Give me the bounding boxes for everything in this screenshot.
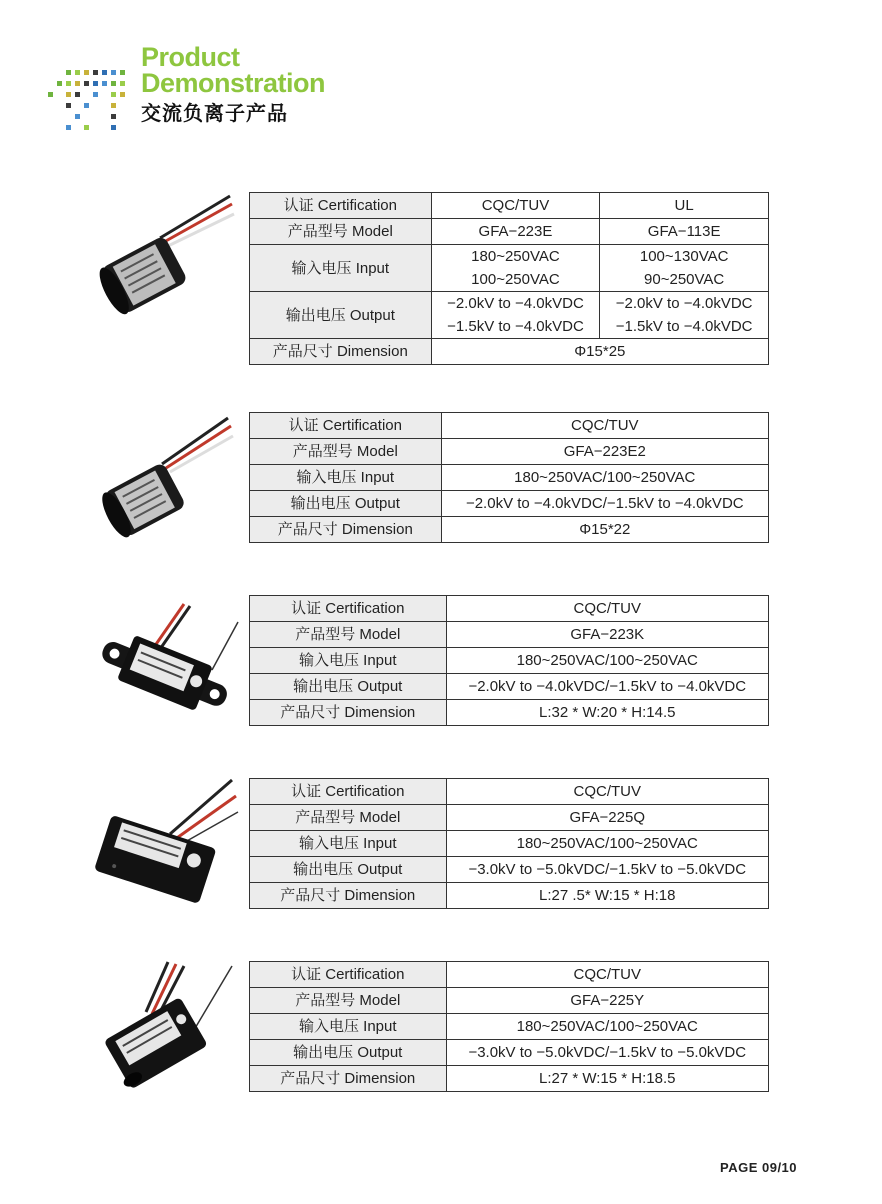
logo-dot xyxy=(111,103,116,108)
label-output: 输出电压 Output xyxy=(250,674,447,700)
logo-dot xyxy=(75,114,80,119)
product-image-gfa-223e2 xyxy=(90,412,240,542)
dimension-value: L:27 .5* W:15 * H:18 xyxy=(446,883,768,909)
product-image-gfa-223e xyxy=(90,188,240,318)
spec-table-4 xyxy=(249,778,769,909)
logo-dot xyxy=(120,92,125,97)
label-certification: 认证 Certification xyxy=(250,596,447,622)
logo-dot xyxy=(93,81,98,86)
dimension-value: Φ15*25 xyxy=(431,339,768,365)
logo-dot xyxy=(120,81,125,86)
logo-dot xyxy=(66,92,71,97)
cert-value: CQC/TUV xyxy=(446,596,768,622)
input-b-line1: 100~130VAC xyxy=(639,248,729,265)
logo-dot xyxy=(75,81,80,86)
output-a-line2: −1.5kV to −4.0kVDC xyxy=(447,318,584,335)
label-dimension: 产品尺寸 Dimension xyxy=(250,1066,447,1092)
product-image-gfa-223k xyxy=(92,600,240,720)
label-certification: 认证 Certification xyxy=(250,779,447,805)
logo-dot xyxy=(66,103,71,108)
logo-dot xyxy=(66,81,71,86)
label-certification: 认证 Certification xyxy=(250,193,432,219)
model-value: GFA−225Q xyxy=(446,805,768,831)
model-value: GFA−225Y xyxy=(446,988,768,1014)
dimension-value: L:27 * W:15 * H:18.5 xyxy=(446,1066,768,1092)
logo-dot xyxy=(84,103,89,108)
logo-dot xyxy=(84,125,89,130)
logo-dot xyxy=(75,92,80,97)
label-certification: 认证 Certification xyxy=(250,413,442,439)
logo-dot xyxy=(93,92,98,97)
logo-dot xyxy=(48,92,53,97)
label-model: 产品型号 Model xyxy=(250,988,447,1014)
logo-dot xyxy=(111,125,116,130)
label-output: 输出电压 Output xyxy=(250,857,447,883)
output-b-line2: −1.5kV to −4.0kVDC xyxy=(615,318,753,335)
label-dimension: 产品尺寸 Dimension xyxy=(250,339,432,365)
page-number: PAGE 09/10 xyxy=(720,1160,798,1175)
input-a-line1: 180~250VAC xyxy=(471,248,560,265)
logo-dot xyxy=(84,81,89,86)
label-model: 产品型号 Model xyxy=(250,439,442,465)
spec-table-5 xyxy=(249,961,769,1092)
output-value: −3.0kV to −5.0kVDC/−1.5kV to −5.0kVDC xyxy=(446,857,768,883)
label-dimension: 产品尺寸 Dimension xyxy=(250,517,442,543)
input-value-a xyxy=(431,245,600,292)
product-image-gfa-225y xyxy=(98,958,240,1088)
output-value-a xyxy=(431,292,600,339)
logo-dot xyxy=(102,70,107,75)
input-value-b xyxy=(600,245,769,292)
output-a-line1: −2.0kV to −4.0kVDC xyxy=(447,295,584,312)
title-line-product: Product xyxy=(141,42,240,72)
label-dimension: 产品尺寸 Dimension xyxy=(250,700,447,726)
logo-dot xyxy=(120,70,125,75)
header-title-cn: 交流负离子产品 xyxy=(141,103,288,125)
label-output: 输出电压 Output xyxy=(250,292,432,339)
output-value: −2.0kV to −4.0kVDC/−1.5kV to −4.0kVDC xyxy=(441,491,768,517)
logo-dot xyxy=(57,81,62,86)
input-value: 180~250VAC/100~250VAC xyxy=(441,465,768,491)
cert-value-a: CQC/TUV xyxy=(431,193,600,219)
label-output: 输出电压 Output xyxy=(250,491,442,517)
cert-value: CQC/TUV xyxy=(446,962,768,988)
label-input: 输入电压 Input xyxy=(250,831,447,857)
logo-dot xyxy=(66,125,71,130)
label-dimension: 产品尺寸 Dimension xyxy=(250,883,447,909)
label-model: 产品型号 Model xyxy=(250,622,447,648)
label-output: 输出电压 Output xyxy=(250,1040,447,1066)
output-value-b xyxy=(600,292,769,339)
logo-dot xyxy=(75,70,80,75)
output-value: −2.0kV to −4.0kVDC/−1.5kV to −4.0kVDC xyxy=(446,674,768,700)
output-value: −3.0kV to −5.0kVDC/−1.5kV to −5.0kVDC xyxy=(446,1040,768,1066)
logo-dot xyxy=(111,114,116,119)
model-value: GFA−223K xyxy=(446,622,768,648)
logo-dot xyxy=(111,92,116,97)
logo-dot xyxy=(102,81,107,86)
title-line-demonstration: Demonstration xyxy=(141,68,326,98)
cert-value: CQC/TUV xyxy=(446,779,768,805)
dimension-value: Φ15*22 xyxy=(441,517,768,543)
input-value: 180~250VAC/100~250VAC xyxy=(446,1014,768,1040)
logo-dot xyxy=(66,70,71,75)
logo-dot xyxy=(84,70,89,75)
input-b-line2: 90~250VAC xyxy=(644,271,725,288)
model-value-a: GFA−223E xyxy=(431,219,600,245)
label-certification: 认证 Certification xyxy=(250,962,447,988)
dimension-value: L:32 * W:20 * H:14.5 xyxy=(446,700,768,726)
label-input: 输入电压 Input xyxy=(250,245,432,292)
label-input: 输入电压 Input xyxy=(250,1014,447,1040)
logo-dot xyxy=(111,70,116,75)
cert-value: CQC/TUV xyxy=(441,413,768,439)
logo-dot xyxy=(111,81,116,86)
product-image-gfa-225q xyxy=(90,776,240,906)
spec-table-3 xyxy=(249,595,769,726)
output-b-line1: −2.0kV to −4.0kVDC xyxy=(615,295,753,312)
logo-dot xyxy=(93,70,98,75)
cert-value-b: UL xyxy=(600,193,769,219)
input-a-line2: 100~250VAC xyxy=(471,271,560,288)
spec-table-2 xyxy=(249,412,769,543)
model-value: GFA−223E2 xyxy=(441,439,768,465)
label-model: 产品型号 Model xyxy=(250,805,447,831)
header-title-en xyxy=(141,44,325,96)
label-input: 输入电压 Input xyxy=(250,465,442,491)
spec-table-1 xyxy=(249,192,769,365)
input-value: 180~250VAC/100~250VAC xyxy=(446,831,768,857)
logo-pixel-icon xyxy=(40,68,140,138)
label-input: 输入电压 Input xyxy=(250,648,447,674)
model-value-b: GFA−113E xyxy=(600,219,769,245)
label-model: 产品型号 Model xyxy=(250,219,432,245)
input-value: 180~250VAC/100~250VAC xyxy=(446,648,768,674)
